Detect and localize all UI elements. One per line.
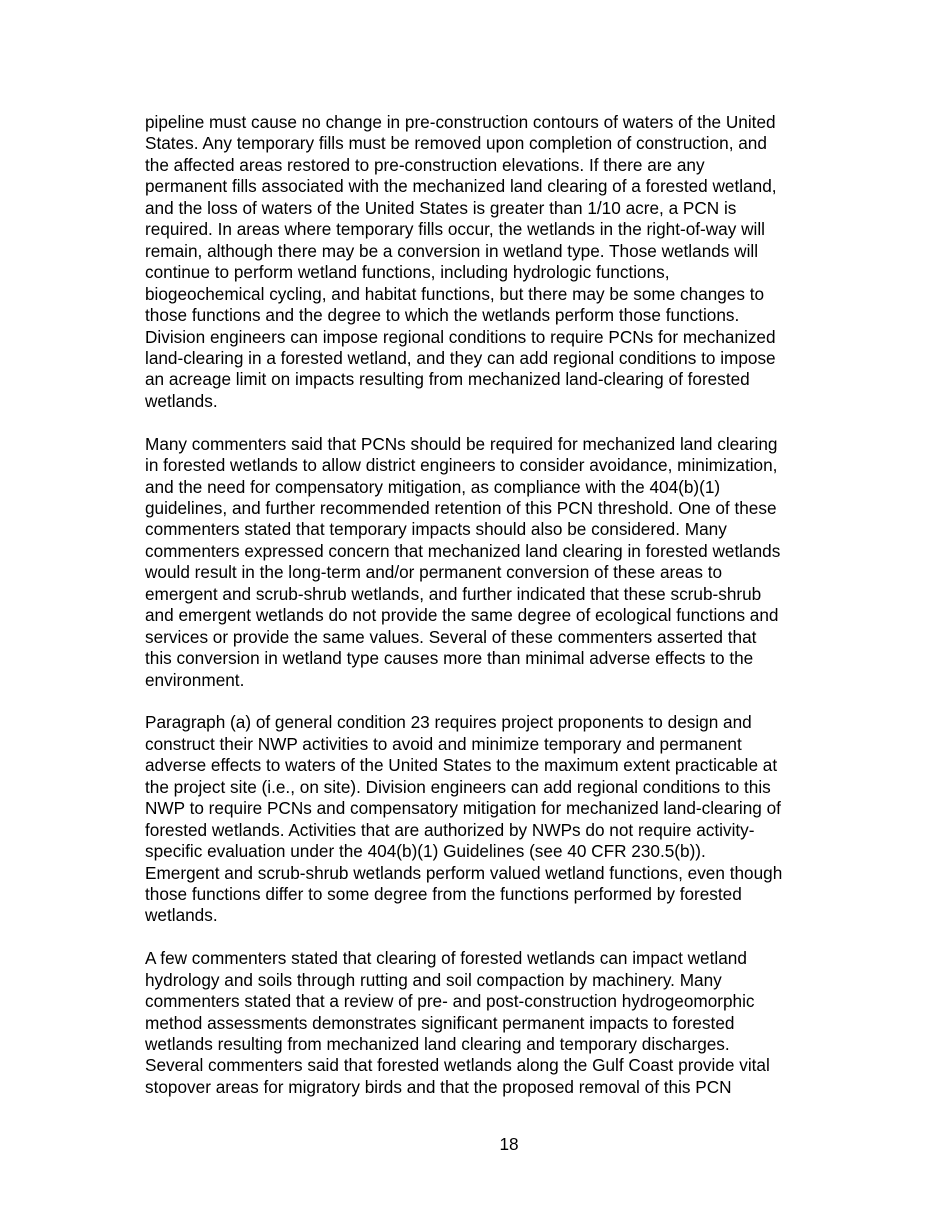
text-line: and the need for compensatory mitigation, as compliance with the 404(b)(1)	[145, 476, 721, 497]
text-line: the affected areas restored to pre-construction elevations. If there are any	[145, 154, 705, 175]
text-line: States. Any temporary fills must be removed upon completion of construction, and	[145, 133, 767, 154]
text-line: Division engineers can impose regional conditions to require PCNs for mechanized	[145, 326, 776, 347]
text-line: continue to perform wetland functions, including hydrologic functions,	[145, 262, 670, 283]
text-line: Several commenters said that forested wetlands along the Gulf Coast provide vital	[145, 1055, 770, 1076]
text-line: wetlands resulting from mechanized land clearing and temporary discharges.	[145, 1034, 730, 1055]
body-text	[145, 112, 845, 1120]
text-line: required. In areas where temporary fills occur, the wetlands in the right-of-way will	[145, 219, 765, 240]
text-line: an acreage limit on impacts resulting from mechanized land-clearing of forested	[145, 369, 750, 390]
text-line: hydrology and soils through rutting and soil compaction by machinery. Many	[145, 969, 722, 990]
text-line: land-clearing in a forested wetland, and they can add regional conditions to impose	[145, 347, 776, 368]
text-line: the project site (i.e., on site). Division engineers can add regional conditions to this	[145, 776, 771, 797]
text-line: environment.	[145, 669, 245, 690]
text-line: adverse effects to waters of the United States to the maximum extent practicable at	[145, 755, 778, 776]
text-line: Many commenters said that PCNs should be required for mechanized land clearing	[145, 433, 778, 454]
text-line: guidelines, and further recommended retention of this PCN threshold. One of these	[145, 498, 777, 518]
paragraph-3	[145, 712, 845, 927]
text-line: wetlands.	[145, 905, 218, 926]
text-line: those functions and the degree to which the wetlands perform those functions.	[145, 305, 740, 326]
text-line: commenters stated that temporary impacts should also be considered. Many	[145, 519, 727, 540]
text-line: this conversion in wetland type causes more than minimal adverse effects to the	[145, 648, 754, 669]
text-line: services or provide the same values. Several of these commenters asserted that	[145, 626, 757, 647]
text-line: NWP to require PCNs and compensatory mitigation for mechanized land-clearing of	[145, 798, 781, 819]
text-line: emergent and scrub-shrub wetlands, and further indicated that these scrub-shrub	[145, 583, 762, 604]
text-line: would result in the long-term and/or permanent conversion of these areas to	[145, 562, 723, 583]
text-line: biogeochemical cycling, and habitat functions, but there may be some changes to	[145, 283, 765, 304]
text-line: and emergent wetlands do not provide the same degree of ecological functions and	[145, 605, 779, 626]
page-number: 18	[499, 1134, 519, 1154]
text-line: and the loss of waters of the United States is greater than 1/10 acre, a PCN is	[145, 197, 737, 218]
text-line: those functions differ to some degree from the functions performed by forested	[145, 884, 742, 904]
text-line: specific evaluation under the 404(b)(1) Guidelines (see 40 CFR 230.5(b)).	[145, 841, 706, 862]
text-line: pipeline must cause no change in pre-construction contours of waters of the United	[145, 112, 776, 132]
paragraph-2	[145, 434, 845, 691]
text-line: commenters stated that a review of pre- and post-construction hydrogeomorphic	[145, 991, 755, 1012]
text-line: permanent fills associated with the mechanized land clearing of a forested wetland,	[145, 176, 777, 197]
text-line: commenters expressed concern that mechanized land clearing in forested wetlands	[145, 540, 781, 561]
text-line: stopover areas for migratory birds and that the proposed removal of this PCN	[145, 1076, 732, 1097]
paragraph-4	[145, 948, 845, 1098]
text-line: A few commenters stated that clearing of forested wetlands can impact wetland	[145, 948, 747, 969]
text-line: remain, although there may be a conversion in wetland type. Those wetlands will	[145, 240, 759, 261]
text-line: in forested wetlands to allow district engineers to consider avoidance, minimization,	[145, 455, 778, 476]
text-line: method assessments demonstrates significant permanent impacts to forested	[145, 1012, 735, 1033]
text-line: Paragraph (a) of general condition 23 requires project proponents to design and	[145, 712, 752, 733]
text-line: wetlands.	[145, 390, 218, 411]
text-line: forested wetlands. Activities that are authorized by NWPs do not require activity-	[145, 819, 755, 840]
text-line: construct their NWP activities to avoid and minimize temporary and permanent	[145, 733, 742, 754]
paragraph-1	[145, 112, 845, 412]
text-line: Emergent and scrub-shrub wetlands perform valued wetland functions, even though	[145, 862, 783, 883]
